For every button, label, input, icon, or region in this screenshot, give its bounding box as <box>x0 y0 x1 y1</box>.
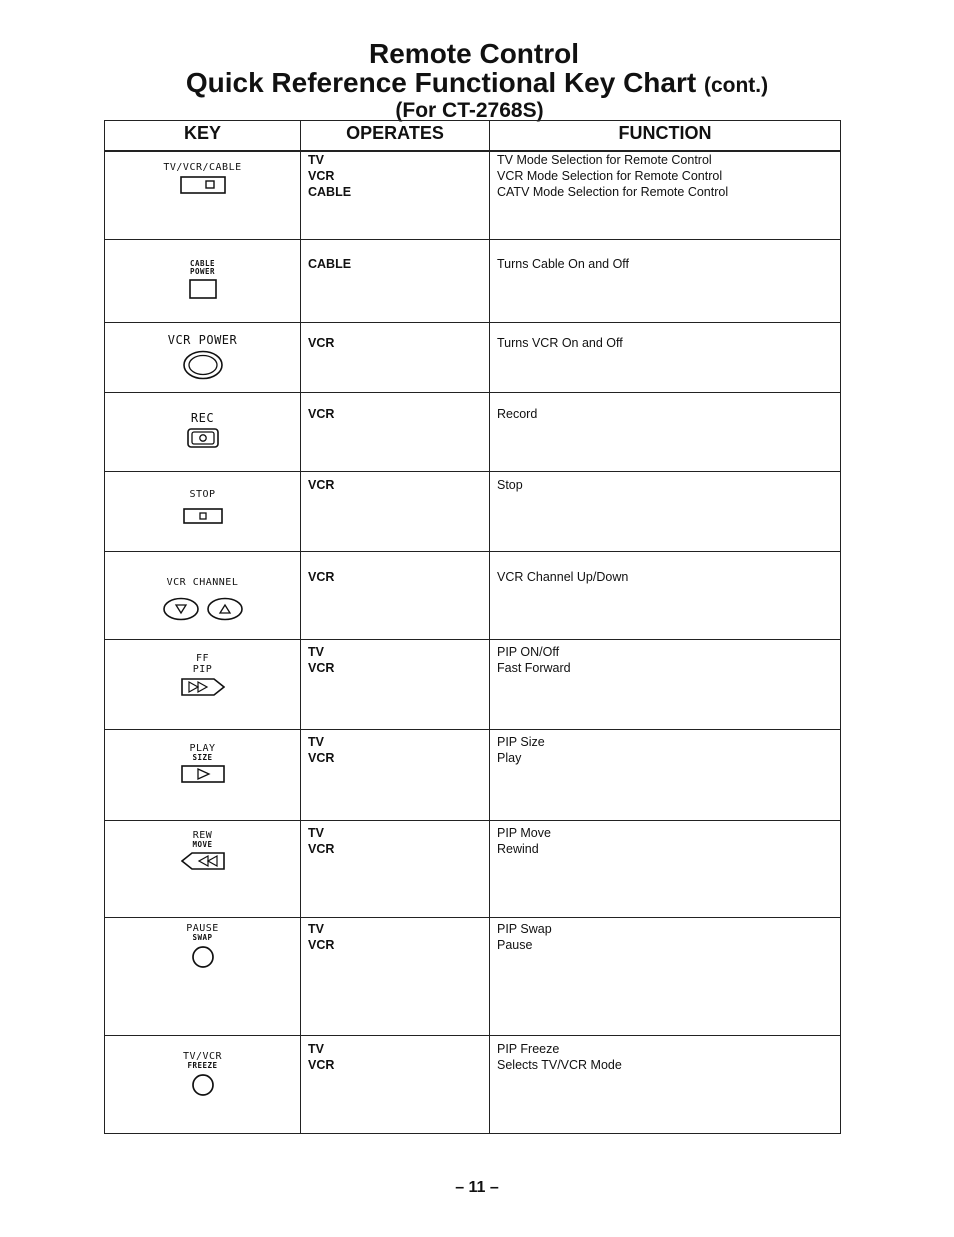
key-label: VCR POWER <box>167 332 238 347</box>
key-label: CABLE <box>189 258 216 268</box>
operates-cell <box>301 322 490 392</box>
operates-item: VCR <box>308 169 335 183</box>
table-row <box>105 1035 841 1133</box>
function-item: PIP Freeze <box>497 1041 560 1056</box>
header-operates: OPERATES <box>301 121 490 152</box>
key-label: SWAP <box>192 932 213 942</box>
channel-up-down-icon <box>162 597 244 621</box>
operates-item: TV <box>308 921 324 936</box>
key-cell <box>105 1035 301 1133</box>
operates-item: CABLE <box>308 185 352 199</box>
function-item: TV Mode Selection for Remote Control <box>497 153 712 167</box>
operates-item: VCR <box>308 1057 335 1072</box>
table-row <box>105 392 841 471</box>
function-item: CATV Mode Selection for Remote Control <box>497 185 729 199</box>
function-item: PIP Move <box>497 825 551 840</box>
function-cell <box>490 639 841 729</box>
fast-forward-button-icon <box>181 678 225 696</box>
key-label: VCR CHANNEL <box>166 576 239 588</box>
key-label: TV/VCR <box>182 1050 223 1062</box>
function-cell <box>490 1035 841 1133</box>
function-item: PIP Size <box>497 734 545 749</box>
operates-cell <box>301 820 490 917</box>
key-label: FF <box>195 652 210 664</box>
function-cell <box>490 820 841 917</box>
table-row <box>105 820 841 917</box>
key-label: FREEZE <box>187 1060 218 1070</box>
operates-item: VCR <box>308 841 335 856</box>
operates-cell <box>301 1035 490 1133</box>
key-cell <box>105 471 301 551</box>
rect-button-icon <box>180 176 226 194</box>
key-label: TV/VCR/CABLE <box>163 162 242 173</box>
key-label: STOP <box>189 488 216 500</box>
operates-item: VCR <box>308 937 335 952</box>
key-label: REW <box>192 829 213 841</box>
rewind-button-icon <box>181 852 225 870</box>
function-cell <box>490 471 841 551</box>
function-item: Play <box>497 750 522 765</box>
operates-cell <box>301 551 490 639</box>
page-title: Remote Control <box>369 38 579 69</box>
table-row <box>105 322 841 392</box>
operates-item: VCR <box>308 477 335 492</box>
function-item: Stop <box>497 477 523 492</box>
table-row <box>105 917 841 1035</box>
operates-cell <box>301 151 490 239</box>
function-cell <box>490 151 841 239</box>
operates-item: VCR <box>308 406 335 421</box>
key-cell <box>105 239 301 322</box>
table-row <box>105 551 841 639</box>
stop-button-icon <box>183 508 223 524</box>
function-cell <box>490 729 841 820</box>
key-cell <box>105 322 301 392</box>
round-button-icon <box>191 945 215 969</box>
operates-item: VCR <box>308 569 335 584</box>
key-label: PLAY <box>189 742 216 754</box>
function-item: VCR Mode Selection for Remote Control <box>497 169 723 183</box>
header-key: KEY <box>105 121 301 152</box>
operates-cell <box>301 639 490 729</box>
operates-item: VCR <box>308 335 335 350</box>
function-item: PIP ON/Off <box>497 644 560 659</box>
function-cell <box>490 322 841 392</box>
operates-item: TV <box>308 825 324 840</box>
function-item: VCR Channel Up/Down <box>497 569 629 584</box>
operates-cell <box>301 239 490 322</box>
table-row <box>105 729 841 820</box>
function-cell <box>490 917 841 1035</box>
table-row <box>105 639 841 729</box>
key-cell <box>105 820 301 917</box>
operates-item: TV <box>308 734 324 749</box>
operates-item: VCR <box>308 750 335 765</box>
function-item: Pause <box>497 937 533 952</box>
operates-cell <box>301 917 490 1035</box>
header-function: FUNCTION <box>490 121 841 152</box>
function-cell <box>490 392 841 471</box>
key-label: REC <box>190 410 215 425</box>
key-label: PAUSE <box>186 922 219 934</box>
page-number: – 11 – <box>455 1179 499 1196</box>
key-label: MOVE <box>192 839 213 849</box>
function-item: Rewind <box>497 841 539 856</box>
operates-item: TV <box>308 153 324 167</box>
function-item: Turns VCR On and Off <box>497 335 623 350</box>
subtitle-suffix: (cont.) <box>703 74 769 97</box>
key-label: POWER <box>189 266 216 276</box>
oval-power-button-icon <box>182 350 224 380</box>
table-row <box>105 471 841 551</box>
key-cell <box>105 729 301 820</box>
function-item: Selects TV/VCR Mode <box>497 1057 622 1072</box>
operates-item: TV <box>308 644 324 659</box>
operates-item: TV <box>308 1041 324 1056</box>
key-cell <box>105 551 301 639</box>
function-item: Fast Forward <box>497 660 571 675</box>
round-button-icon <box>191 1073 215 1097</box>
table-row <box>105 151 841 239</box>
key-cell <box>105 639 301 729</box>
table-row <box>105 239 841 322</box>
operates-cell <box>301 392 490 471</box>
operates-cell <box>301 729 490 820</box>
key-chart-table <box>104 120 841 1134</box>
subtitle-text: Quick Reference Functional Key Chart <box>185 67 697 98</box>
function-item: Record <box>497 406 538 421</box>
record-button-icon <box>187 428 219 448</box>
key-cell <box>105 392 301 471</box>
title-block <box>0 40 954 121</box>
operates-cell <box>301 471 490 551</box>
page-subtitle <box>0 68 954 101</box>
play-button-icon <box>181 765 225 783</box>
function-item: Turns Cable On and Off <box>497 256 630 271</box>
key-cell <box>105 151 301 239</box>
function-item: PIP Swap <box>497 921 552 936</box>
key-label: SIZE <box>192 752 213 762</box>
operates-item: CABLE <box>308 256 352 271</box>
model-label: (For CT-2768S) <box>395 99 544 122</box>
function-cell <box>490 551 841 639</box>
function-cell <box>490 239 841 322</box>
square-button-icon <box>189 279 217 299</box>
key-label: PIP <box>192 663 213 675</box>
key-cell <box>105 917 301 1035</box>
operates-item: VCR <box>308 660 335 675</box>
table-header-row <box>105 121 841 152</box>
